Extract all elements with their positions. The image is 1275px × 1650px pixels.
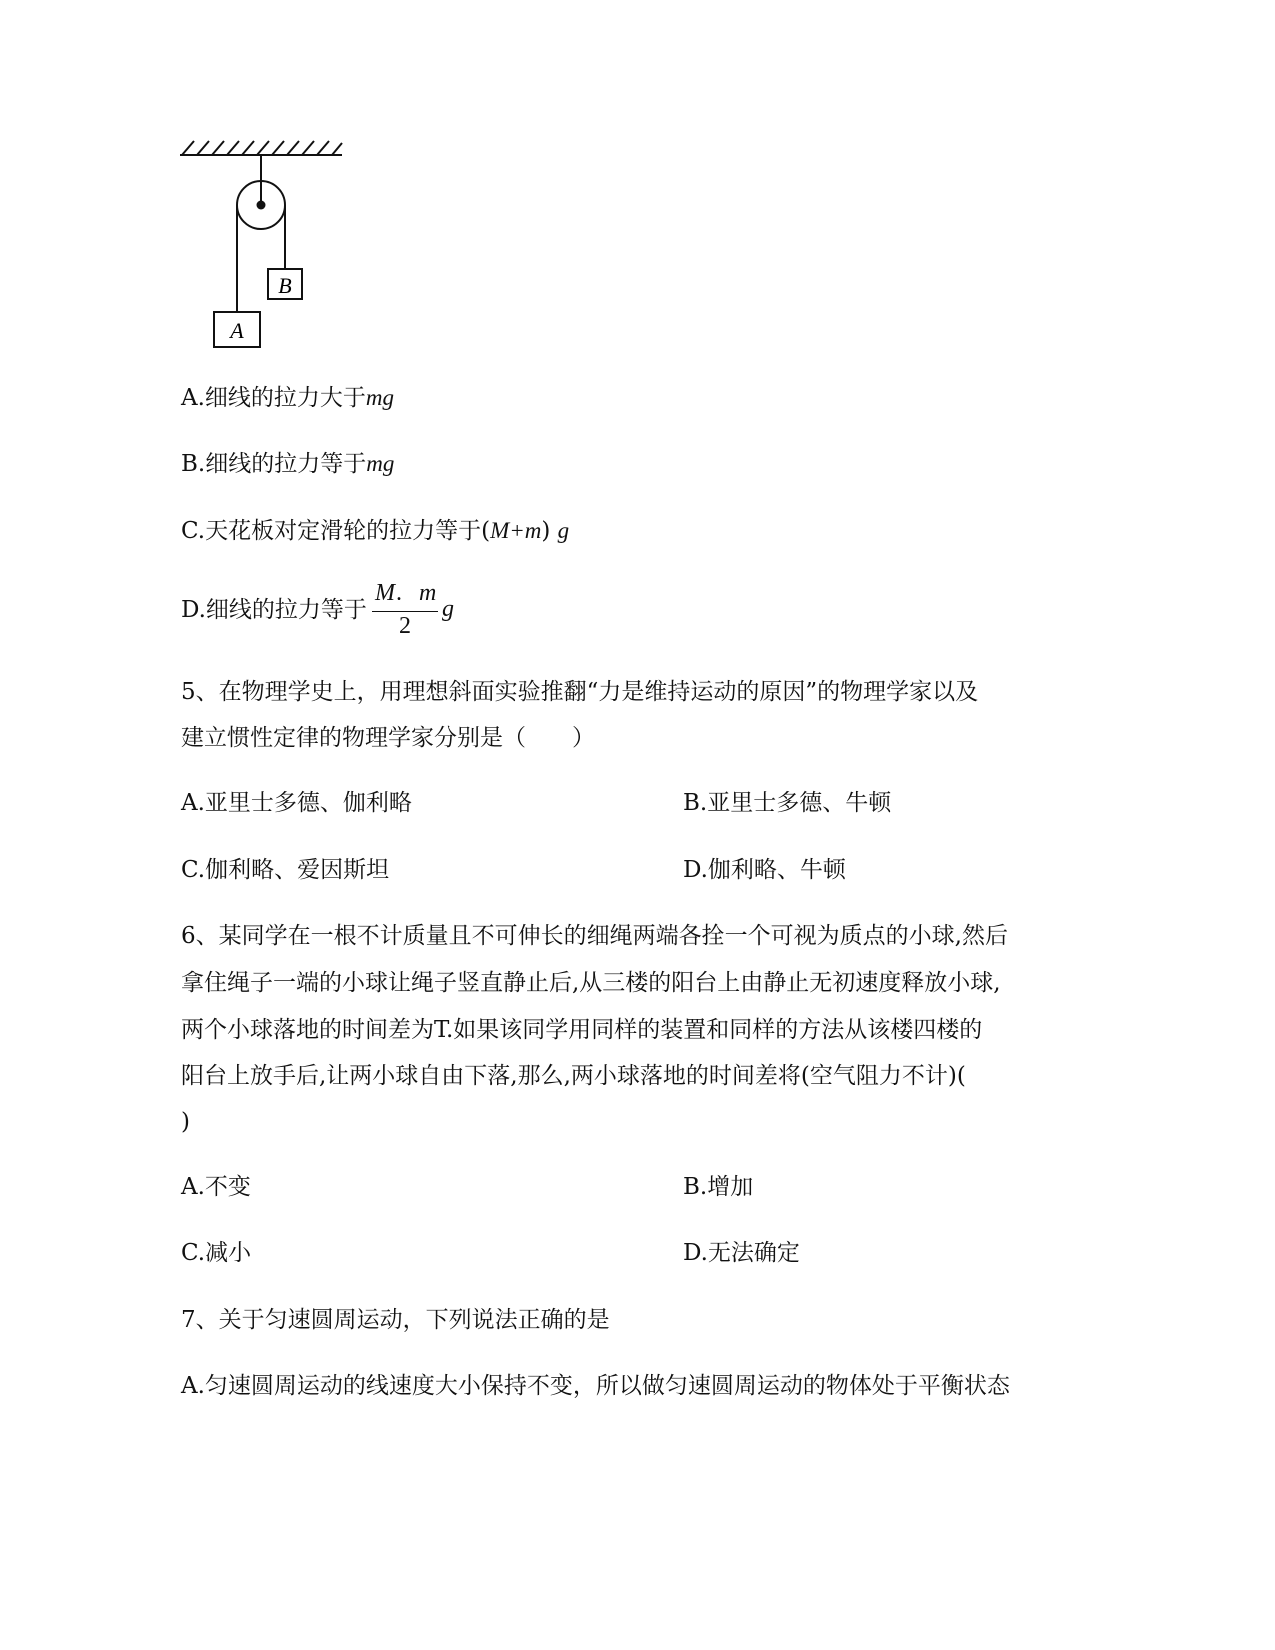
q4-option-d xyxy=(181,595,367,625)
fraction-numerator-right: m xyxy=(419,580,437,606)
pulley-axle xyxy=(257,201,266,210)
q6-option-d: D.无法确定 xyxy=(683,1240,800,1266)
label-a: A xyxy=(230,318,244,343)
q4-option-d-text: D.细线的拉力等于 xyxy=(181,597,367,623)
label-b: B xyxy=(278,273,292,298)
q6-stem-line2: 拿住绳子一端的小球让绳子竖直静止后,从三楼的阳台上由静止无初速度释放小球, xyxy=(181,970,1001,996)
q7-option-a: A.匀速圆周运动的线速度大小保持不变，所以做匀速圆周运动的物体处于平衡状态 xyxy=(181,1373,1010,1399)
q4-option-b xyxy=(181,449,394,479)
q6-option-a: A.不变 xyxy=(181,1174,251,1200)
q6-option-c: C.减小 xyxy=(181,1240,252,1266)
q5-option-c: C.伽利略、爱因斯坦 xyxy=(181,857,390,883)
q5-stem-line1: 5、在物理学史上，用理想斜面实验推翻“力是维持运动的原因”的物理学家以及 xyxy=(181,679,979,705)
q4-option-c xyxy=(181,516,569,546)
q5-option-a: A.亚里士多德、伽利略 xyxy=(181,790,412,816)
q7-stem: 7、关于匀速圆周运动，下列说法正确的是 xyxy=(181,1307,610,1333)
q4-option-a-math: mg xyxy=(365,385,395,410)
q6-option-b: B.增加 xyxy=(683,1174,754,1200)
q4-option-c-g: g xyxy=(557,518,570,543)
q4-option-a xyxy=(181,383,394,413)
q4-option-c-text: C.天花板对定滑轮的拉力等于( xyxy=(181,518,491,544)
q4-option-c-close: ) xyxy=(541,518,551,544)
q4-option-c-math: M+m xyxy=(490,518,542,543)
q6-stem-line1: 6、某同学在一根不计质量且不可伸长的细绳两端各拴一个可视为质点的小球,然后 xyxy=(181,923,1008,949)
fraction-bar xyxy=(372,611,438,612)
q5-stem-line2: 建立惯性定律的物理学家分别是（ ） xyxy=(181,725,595,751)
q4-option-b-text: B.细线的拉力等于 xyxy=(181,451,367,477)
q6-stem-line3: 两个小球落地的时间差为T.如果该同学用同样的装置和同样的方法从该楼四楼的 xyxy=(181,1017,983,1043)
fraction-numerator-dot: . xyxy=(396,580,402,606)
q6-stem-line4: 阳台上放手后,让两小球自由下落,那么,两小球落地的时间差将(空气阻力不计)( xyxy=(181,1063,966,1089)
q5-option-d: D.伽利略、牛顿 xyxy=(683,857,846,883)
q5-option-b: B.亚里士多德、牛顿 xyxy=(683,790,892,816)
q6-stem-line5: ) xyxy=(181,1109,190,1135)
fraction-denominator: 2 xyxy=(399,613,411,639)
pulley-diagram xyxy=(170,135,360,355)
q4-option-b-math: mg xyxy=(366,451,395,476)
q4-option-a-text: A.细线的拉力大于 xyxy=(181,385,366,411)
q4-option-d-g: g xyxy=(442,596,454,622)
fraction-numerator-left: M xyxy=(375,580,395,606)
